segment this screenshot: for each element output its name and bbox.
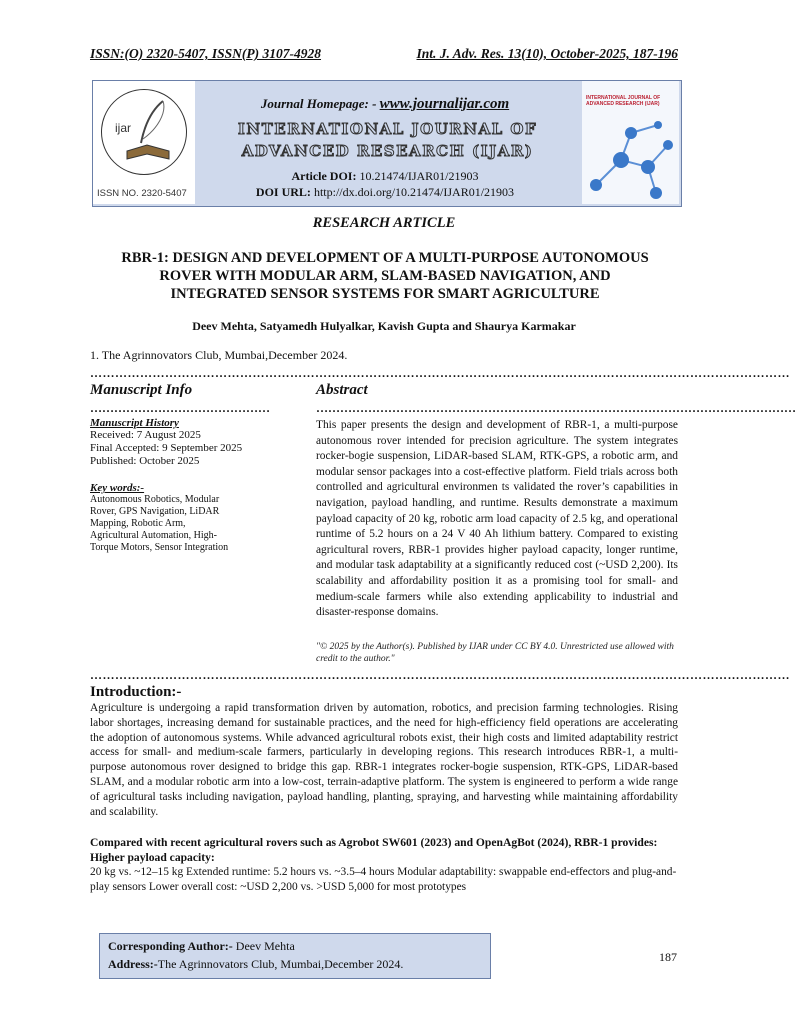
homepage-link[interactable]: www.journalijar.com xyxy=(379,96,510,112)
introduction-heading: Introduction:- xyxy=(90,684,182,700)
logo-issn: ISSN NO. 2320-5407 xyxy=(97,188,187,199)
doi-label: Article DOI: xyxy=(291,169,357,183)
divider-top: …………………………………………………………………………………………………………………………………………………… xyxy=(90,366,790,380)
license-note: "© 2025 by the Author(s). Published by IJAR under CC BY 4.0. Unrestricted use allowed with credit to the author." xyxy=(316,642,674,664)
page-number: 187 xyxy=(659,950,677,964)
homepage-label: Journal Homepage: - xyxy=(260,96,380,111)
paper-title-line1: RBR-1: DESIGN AND DEVELOPMENT OF A MULTI-PURPOSE AUTONOMOUS xyxy=(121,250,649,266)
divider-bottom: …………………………………………………………………………………………………………………………………………………… xyxy=(90,668,790,682)
manuscript-dots: ……………………………………… xyxy=(90,401,270,415)
author-list: Deev Mehta, Satyamedh Hulyalkar, Kavish Gupta and Shaurya Karmakar xyxy=(192,319,576,333)
corr-value: Deev Mehta xyxy=(232,939,295,953)
received-date: Received: 7 August 2025 xyxy=(90,429,201,441)
comparison-heading: Compared with recent agricultural rovers such as Agrobot SW601 (2023) and OpenAgBot (2024), RBR-1 provides: Higher payload capacity: xyxy=(90,836,658,864)
paper-title-line3: INTEGRATED SENSOR SYSTEMS FOR SMART AGRICULTURE xyxy=(170,286,600,302)
journal-homepage xyxy=(195,96,575,113)
corr-label: Corresponding Author:- xyxy=(108,939,233,953)
keyword-line: Autonomous Robotics, Modular xyxy=(90,494,220,505)
citation-text: Int. J. Adv. Res. 13(10), October-2025, 187-196 xyxy=(416,46,678,61)
corresponding-author xyxy=(108,939,295,954)
accepted-date: Final Accepted: 9 September 2025 xyxy=(90,442,243,454)
author-address xyxy=(108,957,403,972)
journal-cover-thumbnail xyxy=(582,81,679,204)
manuscript-info-heading: Manuscript Info xyxy=(90,382,193,398)
doi-url-label: DOI URL: xyxy=(255,185,311,199)
journal-name-line1: INTERNATIONAL JOURNAL OF xyxy=(237,120,538,138)
paper-title xyxy=(100,249,670,303)
keyword-line: Torque Motors, Sensor Integration xyxy=(90,542,229,553)
cover-title: INTERNATIONAL JOURNAL OF ADVANCED RESEARCH (IJAR) xyxy=(586,95,661,107)
keyword-line: Rover, GPS Navigation, LiDAR xyxy=(90,506,220,517)
affiliation: 1. The Agrinnovators Club, Mumbai,December 2024. xyxy=(90,348,348,362)
introduction-text: Agriculture is undergoing a rapid transformation driven by automation, robotics, and precision farming technologies. Rising labor shortages, increasing demand for sustainable practices, and the need for high-efficiency field operations are accelerating the adoption of autonomous systems. While advanced agricultural robots exist, their high costs and limited adaptability restrict access for small- and medium-scale farmers, particularly in developing regions. This research introduces RBR-1, a multi-purpose autonomous rover designed to bridge this gap. RBR-1 integrates rocker-bogie suspension, RTK-GPS, LiDAR-based SLAM, and a modular robotic arm into a low-cost, terrain-adaptive platform. The system is engineered to perform a wide range of agricultural tasks including navigation, payload handling, planting, spraying, and harvesting while maintaining affordability and scalability. xyxy=(90,702,678,818)
doi-url-link[interactable]: http://dx.doi.org/10.21474/IJAR01/21903 xyxy=(313,185,515,199)
journal-name xyxy=(195,118,580,162)
running-header xyxy=(90,46,678,62)
molecule-icon xyxy=(586,115,676,201)
logo-text: ijar xyxy=(115,121,132,135)
keyword-line: Agricultural Automation, High- xyxy=(90,530,217,541)
keywords-label: Key words:- xyxy=(90,482,145,494)
journal-name-line2: ADVANCED RESEARCH (IJAR) xyxy=(241,142,534,160)
journal-logo xyxy=(93,81,195,204)
doi-block xyxy=(195,168,575,200)
published-date: Published: October 2025 xyxy=(90,455,200,467)
manuscript-info xyxy=(90,417,290,554)
corresponding-author-box xyxy=(99,933,491,979)
abstract-heading: Abstract xyxy=(316,382,368,398)
addr-label: Address:- xyxy=(108,957,158,971)
abstract-text: This paper presents the design and development of RBR-1, a multi-purpose autonomous rover intended for precision agriculture. The system integrates rocker-bogie suspension, LiDAR-based SLAM, RTK-GPS, a robotic arm, and modular sensor packages into a cost-effective platform. Field trials across both controlled and agricultural environmen ts validated the rover’s capabilities in navigation, payload handling, and runtime. Results demonstrate a maximum payload capacity of 20 kg, robotic arm load capacity of 2.5 kg, and operational runtime of 5.2 hours on a 24 V 40 Ah lithium battery. Compared to existing agricultural rovers, RBR-1 provides higher payload capacity, longer runtime, and modular task adaptability at a significantly reduced cost (~USD 2,200). Its scalability and affordability position it as a promising tool for small- and medium-scale farmers while also extending applicability to industrial and disaster-response domains. xyxy=(316,419,678,619)
paper-title-line2: ROVER WITH MODULAR ARM, SLAM-BASED NAVIGATION, AND xyxy=(159,268,611,284)
abstract-dots: ………………………………………………………………………………………………………… xyxy=(316,401,796,415)
comparison-text: 20 kg vs. ~12–15 kg Extended runtime: 5.2 hours vs. ~3.5–4 hours Modular adaptability: swappable end-effectors and plug-and-play sensors Lower overall cost: ~USD 2,200 vs. >USD 5,000 for most prototypes xyxy=(90,866,677,893)
issn-text: ISSN:(O) 2320-5407, ISSN(P) 3107-4928 xyxy=(90,46,322,61)
doi-value: 10.21474/IJAR01/21903 xyxy=(359,169,479,183)
article-type: RESEARCH ARTICLE xyxy=(312,215,456,231)
addr-value: The Agrinnovators Club, Mumbai,December 2024. xyxy=(157,957,404,971)
history-label: Manuscript History xyxy=(90,417,179,429)
keyword-line: Mapping, Robotic Arm, xyxy=(90,518,186,529)
